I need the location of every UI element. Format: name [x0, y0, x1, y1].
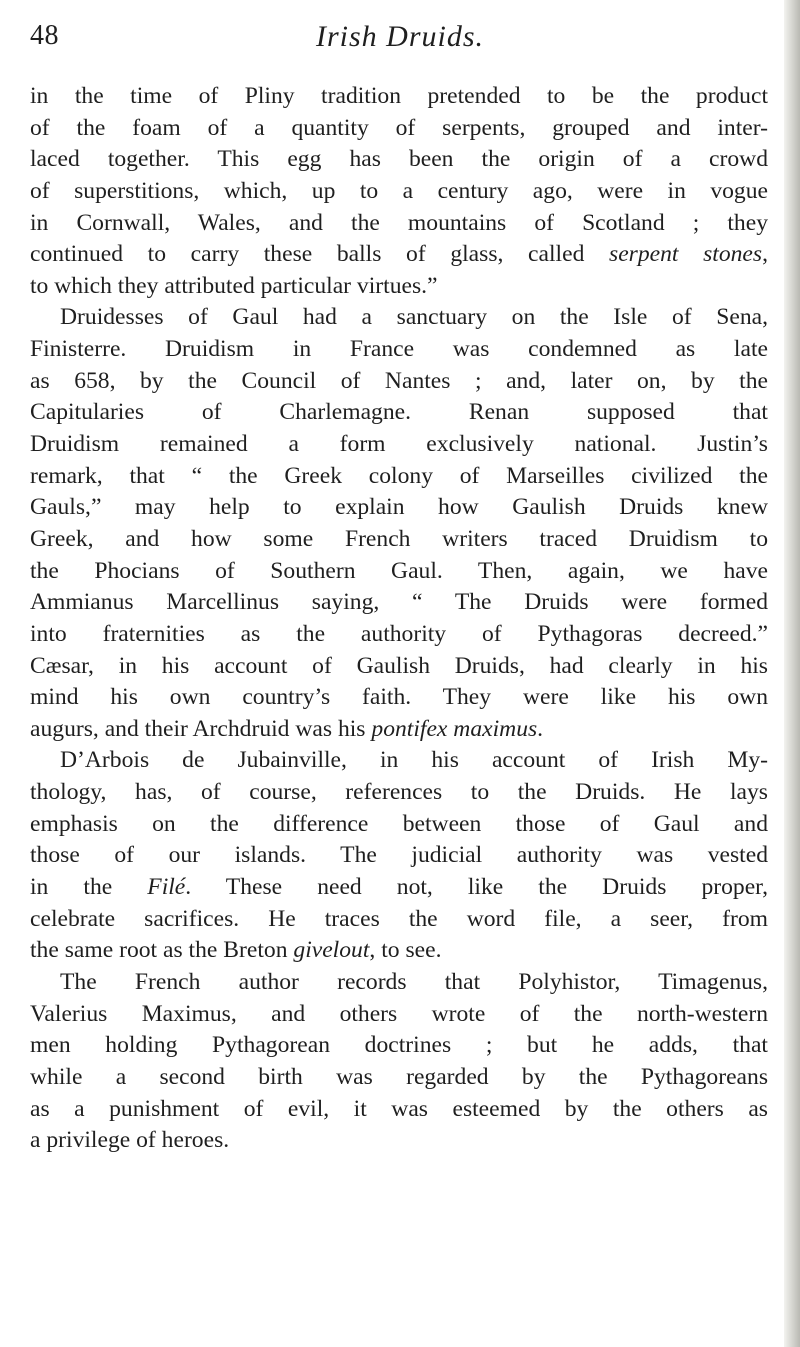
text-line: a privilege of heroes.: [30, 1127, 230, 1154]
text-line: as 658, by the Council of Nantes ; and, later on, by the: [30, 367, 768, 394]
text-line: the Phocians of Southern Gaul. Then, again, we have: [30, 557, 768, 584]
italic-term: givelout: [293, 937, 370, 964]
body-text: [30, 81, 768, 1157]
italic-term: pontifex maximus: [371, 715, 538, 742]
text-line: remark, that “ the Greek colony of Marseilles civilized the: [30, 462, 768, 489]
text-line: in the Filé. These need not, like the Druids proper,: [30, 874, 768, 901]
text-line: into fraternities as the authority of Pythagoras decreed.”: [30, 620, 768, 647]
text-line: Druidism remained a form exclusively national. Justin’s: [30, 431, 768, 458]
text-line: of superstitions, which, up to a century ago, were in vogue: [30, 177, 768, 204]
text-line: emphasis on the difference between those of Gaul and: [30, 810, 768, 837]
text-line: Cæsar, in his account of Gaulish Druids, had clearly in his: [30, 652, 768, 679]
text-line: mind his own country’s faith. They were like his own: [30, 684, 768, 711]
italic-term: serpent stones: [609, 241, 763, 268]
paragraph-start-line: Druidesses of Gaul had a sanctuary on the Isle of Sena,: [60, 304, 768, 331]
text-line: in Cornwall, Wales, and the mountains of Scotland ; they: [30, 209, 768, 236]
page-number: 48: [30, 20, 59, 51]
text-line: thology, has, of course, references to the Druids. He lays: [30, 779, 768, 806]
italic-term: Filé: [147, 874, 186, 901]
paragraph-start-line: The French author records that Polyhistor, Timagenus,: [60, 968, 768, 995]
text-line: while a second birth was regarded by the Pythagoreans: [30, 1063, 768, 1090]
paragraph-start-line: D’Arbois de Jubainville, in his account of Irish My-: [60, 747, 768, 774]
text-line: Capitularies of Charlemagne. Renan supposed that: [30, 399, 768, 426]
text-line: Gauls,” may help to explain how Gaulish Druids knew: [30, 494, 768, 521]
text-line: continued to carry these balls of glass, called serpent stones,: [30, 241, 768, 268]
text-line: Finisterre. Druidism in France was condemned as late: [30, 336, 768, 363]
text-line: celebrate sacrifices. He traces the word file, a seer, from: [30, 905, 768, 932]
text-line: augurs, and their Archdruid was his pontifex maximus.: [30, 715, 544, 742]
text-line: men holding Pythagorean doctrines ; but he adds, that: [30, 1032, 768, 1059]
text-line: the same root as the Breton givelout, to see.: [30, 937, 442, 964]
page-header: [30, 20, 770, 70]
text-line: Ammianus Marcellinus saying, “ The Druids were formed: [30, 589, 768, 616]
text-line: as a punishment of evil, it was esteemed by the others as: [30, 1095, 768, 1122]
text-line: laced together. This egg has been the origin of a crowd: [30, 146, 768, 173]
text-line: of the foam of a quantity of serpents, grouped and inter-: [30, 114, 768, 141]
text-line: Greek, and how some French writers traced Druidism to: [30, 525, 768, 552]
page-edge: [784, 0, 800, 1347]
text-line: in the time of Pliny tradition pretended to be the product: [30, 83, 768, 109]
text-line: Valerius Maximus, and others wrote of the north-western: [30, 1000, 768, 1027]
text-line: those of our islands. The judicial authority was vested: [30, 842, 768, 869]
text-line: to which they attributed particular virtues.”: [30, 272, 438, 299]
running-title: Irish Druids.: [315, 20, 485, 53]
